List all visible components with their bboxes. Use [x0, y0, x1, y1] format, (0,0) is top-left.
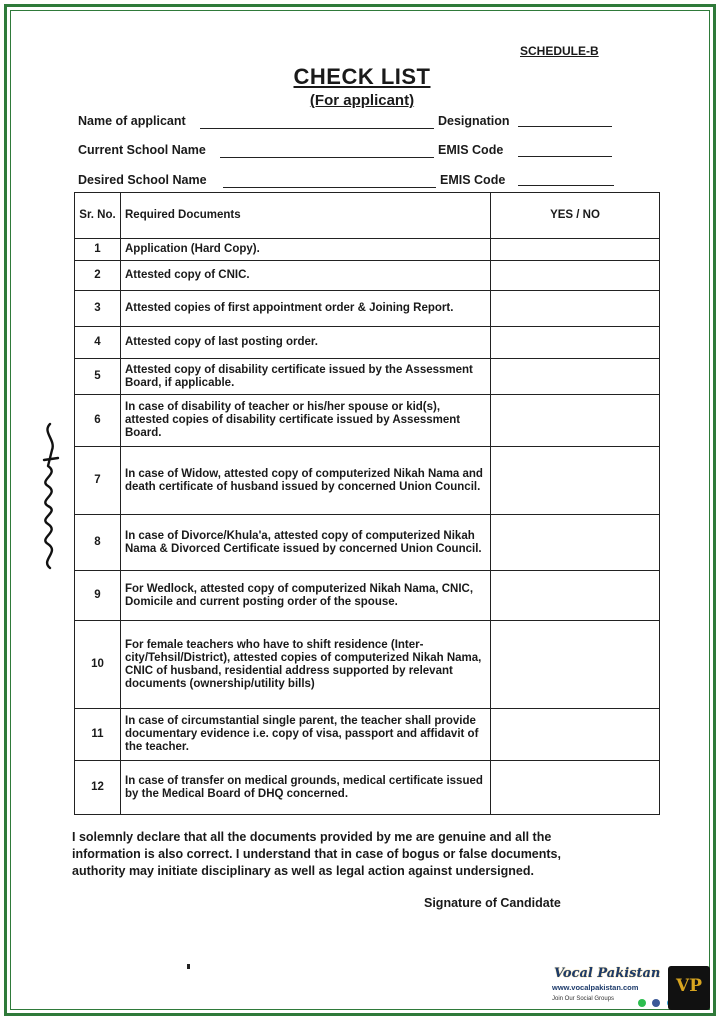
declaration-text: I solemnly declare that all the documents provided by me are genuine and all the information is also correct. I understand that in case of bogus or false documents, authority may initiate disciplinary as well as legal action against undersigned. [72, 830, 561, 878]
schedule-label: SCHEDULE-B [520, 44, 599, 58]
vocal-pakistan-watermark [548, 964, 712, 1014]
row-yes-no-cell[interactable] [491, 709, 660, 761]
row-yes-no-cell[interactable] [491, 571, 660, 621]
row-yes-no-cell[interactable] [491, 761, 660, 815]
table-row [75, 327, 660, 359]
signature-label: Signature of Candidate [424, 896, 561, 910]
yes-no-header: YES / NO [491, 193, 660, 239]
desired-school-name-label: Desired School Name [78, 173, 207, 187]
row-sr: 4 [75, 327, 121, 359]
table-row [75, 291, 660, 327]
row-sr: 11 [75, 709, 121, 761]
row-document: For Wedlock, attested copy of computerized Nikah Nama, CNIC, Domicile and current posting order of the spouse. [121, 571, 491, 621]
desired-school-name-field[interactable] [223, 187, 436, 188]
watermark-url: www.vocalpakistan.com [552, 983, 639, 992]
row-sr: 10 [75, 621, 121, 709]
table-row [75, 447, 660, 515]
row-document: For female teachers who have to shift residence (Inter-city/Tehsil/District), attested copies of computerized Nikah Nama, CNIC of husband, residential address supported by relevant documents (ownership/utility bills) [121, 621, 491, 709]
table-row [75, 621, 660, 709]
table-row [75, 515, 660, 571]
row-document: In case of circumstantial single parent, the teacher shall provide documentary evidence i.e. copy of visa, passport and affidavit of the teacher. [121, 709, 491, 761]
table-row [75, 761, 660, 815]
row-sr: 5 [75, 359, 121, 395]
current-school-name-label: Current School Name [78, 143, 206, 157]
row-sr: 3 [75, 291, 121, 327]
logo-text: VP [676, 976, 702, 996]
row-sr: 7 [75, 447, 121, 515]
handwritten-initials [30, 420, 70, 570]
table-row [75, 571, 660, 621]
designation-label: Designation [438, 114, 510, 128]
row-yes-no-cell[interactable] [491, 291, 660, 327]
table-row [75, 261, 660, 291]
row-yes-no-cell[interactable] [491, 447, 660, 515]
row-yes-no-cell[interactable] [491, 395, 660, 447]
watermark-brand: Vocal Pakistan [554, 966, 661, 981]
emis-code-field-1[interactable] [518, 156, 612, 157]
row-yes-no-cell[interactable] [491, 327, 660, 359]
row-yes-no-cell[interactable] [491, 359, 660, 395]
table-header-row [75, 193, 660, 239]
page-title: CHECK LIST [293, 64, 431, 89]
vocal-pakistan-logo [668, 966, 710, 1010]
table-row [75, 709, 660, 761]
watermark-join-text: Join Our Social Groups [552, 996, 615, 1002]
row-sr: 2 [75, 261, 121, 291]
row-document: Application (Hard Copy). [121, 239, 491, 261]
emis-code-label-1: EMIS Code [438, 143, 504, 157]
table-row [75, 239, 660, 261]
row-yes-no-cell[interactable] [491, 239, 660, 261]
row-sr: 12 [75, 761, 121, 815]
emis-code-field-2[interactable] [518, 185, 614, 186]
row-document: Attested copies of first appointment order & Joining Report. [121, 291, 491, 327]
required-documents-header: Required Documents [121, 193, 491, 239]
row-yes-no-cell[interactable] [491, 621, 660, 709]
emis-code-label-2: EMIS Code [440, 173, 506, 187]
row-yes-no-cell[interactable] [491, 261, 660, 291]
checklist-table [74, 192, 660, 815]
row-yes-no-cell[interactable] [491, 515, 660, 571]
page-subtitle: (For applicant) [309, 92, 415, 109]
row-sr: 6 [75, 395, 121, 447]
row-document: In case of Widow, attested copy of computerized Nikah Nama and death certificate of husband issued by concerned Union Council. [121, 447, 491, 515]
name-of-applicant-field[interactable] [200, 128, 434, 129]
row-sr: 8 [75, 515, 121, 571]
table-row [75, 395, 660, 447]
row-document: Attested copy of CNIC. [121, 261, 491, 291]
row-sr: 9 [75, 571, 121, 621]
facebook-icon [652, 999, 660, 1007]
table-row [75, 359, 660, 395]
row-document: Attested copy of disability certificate issued by the Assessment Board, if applicable. [121, 359, 491, 395]
sr-no-header: Sr. No. [75, 193, 121, 239]
row-document: In case of Divorce/Khula'a, attested copy of computerized Nikah Nama & Divorced Certificate issued by concerned Union Council. [121, 515, 491, 571]
ink-mark [187, 964, 190, 969]
row-document: Attested copy of last posting order. [121, 327, 491, 359]
current-school-name-field[interactable] [220, 157, 434, 158]
name-of-applicant-label: Name of applicant [78, 114, 186, 128]
designation-field[interactable] [518, 126, 612, 127]
row-sr: 1 [75, 239, 121, 261]
row-document: In case of transfer on medical grounds, medical certificate issued by the Medical Board of DHQ concerned. [121, 761, 491, 815]
whatsapp-icon [638, 999, 646, 1007]
row-document: In case of disability of teacher or his/her spouse or kid(s), attested copies of disability certificate issued by Assessment Board. [121, 395, 491, 447]
